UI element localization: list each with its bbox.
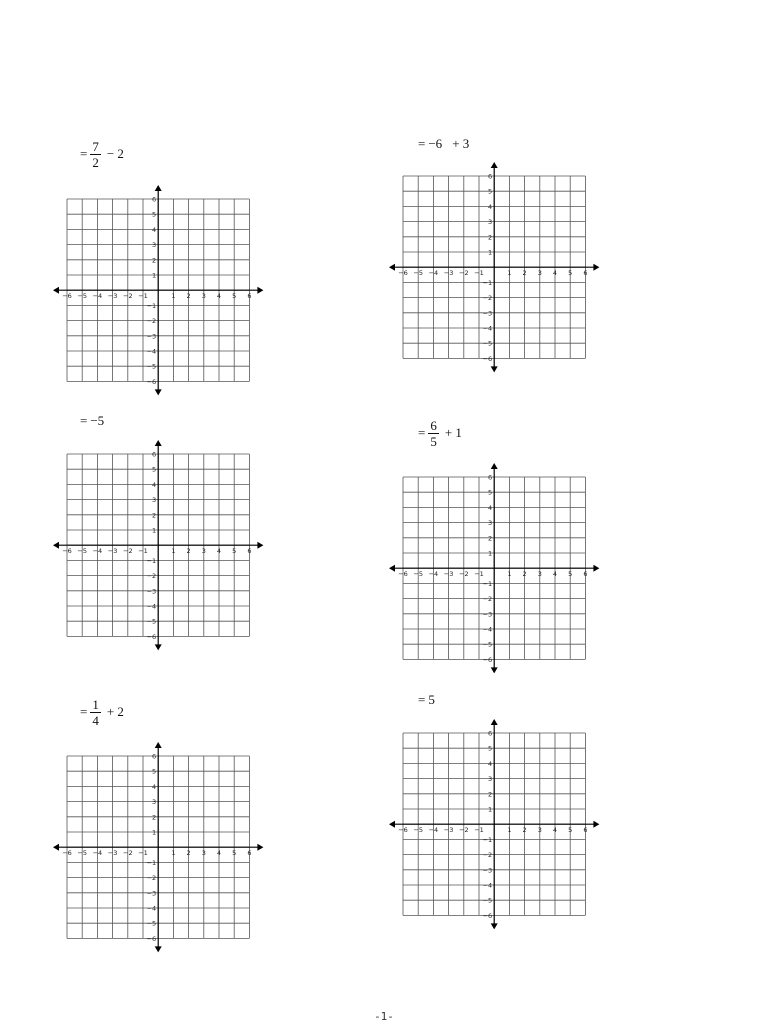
- y-tick-label: −5: [482, 896, 493, 905]
- y-tick-label: 6: [488, 473, 493, 482]
- arrow-left-icon: [53, 844, 59, 851]
- y-tick-label: 6: [152, 752, 157, 761]
- y-tick-label: −2: [146, 317, 157, 326]
- x-tick-label: −3: [107, 849, 118, 858]
- y-tick-label: 4: [152, 225, 157, 234]
- arrow-down-icon: [491, 667, 498, 673]
- y-tick-label: −1: [146, 301, 157, 310]
- x-tick-label: −4: [92, 292, 103, 301]
- arrow-right-icon: [257, 287, 263, 294]
- x-tick-label: −1: [474, 570, 484, 579]
- arrow-up-icon: [155, 440, 162, 446]
- y-tick-label: −6: [146, 632, 157, 641]
- y-tick-label: −4: [482, 625, 493, 634]
- equation-coefficient: −6: [428, 136, 443, 151]
- y-tick-label: −4: [146, 904, 157, 913]
- y-tick-label: 3: [488, 218, 493, 227]
- y-tick-label: 1: [152, 271, 157, 280]
- equation-5: [80, 692, 124, 732]
- x-tick-label: 6: [583, 269, 588, 278]
- y-tick-label: −6: [146, 934, 157, 943]
- x-tick-label: −2: [123, 547, 133, 556]
- y-tick-label: 3: [488, 519, 493, 528]
- page-number: -1-: [374, 1010, 394, 1023]
- x-tick-label: 3: [201, 292, 206, 301]
- x-tick-label: −3: [107, 547, 118, 556]
- x-tick-label: 3: [537, 570, 542, 579]
- fraction: [428, 418, 439, 449]
- y-tick-label: −1: [482, 835, 493, 844]
- x-tick-label: −1: [138, 547, 148, 556]
- x-tick-label: −5: [77, 547, 87, 556]
- fraction-numerator: 7: [92, 138, 99, 154]
- x-tick-label: 6: [247, 292, 252, 301]
- arrow-right-icon: [593, 264, 599, 271]
- x-tick-label: −5: [413, 269, 423, 278]
- x-tick-label: −6: [398, 269, 408, 278]
- arrow-up-icon: [155, 185, 162, 191]
- y-tick-label: 4: [488, 503, 493, 512]
- equation-2: [418, 124, 469, 164]
- x-tick-label: −1: [138, 849, 148, 858]
- arrow-left-icon: [389, 264, 395, 271]
- y-tick-label: 1: [488, 805, 493, 814]
- y-tick-label: 2: [488, 790, 493, 799]
- equals-sign: =: [80, 413, 88, 428]
- x-tick-label: −1: [474, 826, 484, 835]
- x-tick-label: 4: [552, 570, 558, 579]
- y-tick-label: −4: [482, 324, 493, 333]
- y-tick-label: 1: [488, 248, 493, 257]
- y-tick-label: −3: [146, 587, 157, 596]
- fraction-denominator: 5: [430, 433, 437, 449]
- x-tick-label: 5: [568, 570, 573, 579]
- y-tick-label: 4: [488, 202, 493, 211]
- x-tick-label: 1: [507, 570, 512, 579]
- y-tick-label: 1: [152, 526, 157, 535]
- x-tick-label: 2: [186, 292, 191, 301]
- y-tick-label: −6: [482, 354, 493, 363]
- x-tick-label: 5: [232, 292, 237, 301]
- fraction-denominator: 2: [92, 154, 99, 170]
- coordinate-grid-2[interactable]: [388, 162, 600, 377]
- y-tick-label: −6: [482, 655, 493, 664]
- y-tick-label: −2: [482, 595, 493, 604]
- x-tick-label: −4: [428, 269, 439, 278]
- y-tick-label: −4: [146, 347, 157, 356]
- x-tick-label: 2: [522, 269, 527, 278]
- equation-constant: + 3: [452, 136, 470, 151]
- x-tick-label: 2: [186, 849, 191, 858]
- y-tick-label: 1: [152, 828, 157, 837]
- y-tick-label: 2: [488, 233, 493, 242]
- y-tick-label: −5: [482, 640, 493, 649]
- equation-1: [80, 134, 124, 174]
- fraction: [90, 697, 101, 728]
- y-tick-label: −3: [146, 889, 157, 898]
- y-tick-label: −6: [146, 377, 157, 386]
- fraction-numerator: 1: [92, 696, 99, 712]
- equation-constant: − 2: [106, 146, 124, 161]
- x-tick-label: −6: [398, 826, 408, 835]
- y-tick-label: 5: [488, 187, 493, 196]
- fraction-denominator: 4: [92, 712, 99, 728]
- x-tick-label: −5: [77, 292, 87, 301]
- x-tick-label: 6: [583, 570, 588, 579]
- x-tick-label: −4: [92, 849, 103, 858]
- arrow-up-icon: [155, 742, 162, 748]
- y-tick-label: −3: [482, 866, 493, 875]
- y-tick-label: −2: [146, 874, 157, 883]
- arrow-down-icon: [155, 389, 162, 395]
- x-tick-label: 4: [216, 292, 222, 301]
- equals-sign: =: [418, 136, 426, 151]
- x-tick-label: −4: [92, 547, 103, 556]
- arrow-down-icon: [491, 923, 498, 929]
- y-tick-label: −1: [482, 579, 493, 588]
- fraction: [90, 139, 101, 170]
- y-tick-label: 6: [152, 195, 157, 204]
- y-tick-label: 4: [152, 782, 157, 791]
- y-tick-label: 5: [488, 744, 493, 753]
- arrow-down-icon: [491, 366, 498, 372]
- x-tick-label: 1: [171, 547, 176, 556]
- arrow-up-icon: [491, 719, 498, 725]
- equation-constant: + 1: [444, 425, 462, 440]
- equation-value: 5: [428, 692, 435, 707]
- x-tick-label: 2: [522, 570, 527, 579]
- y-tick-label: 5: [152, 767, 157, 776]
- x-tick-label: 4: [552, 269, 558, 278]
- arrow-left-icon: [389, 565, 395, 572]
- x-tick-label: −2: [459, 570, 469, 579]
- x-tick-label: 6: [583, 826, 588, 835]
- y-tick-label: 3: [152, 798, 157, 807]
- coordinate-grid-3[interactable]: [52, 440, 264, 655]
- y-tick-label: −3: [482, 610, 493, 619]
- x-tick-label: 5: [568, 269, 573, 278]
- y-tick-label: −4: [146, 602, 157, 611]
- x-tick-label: −6: [398, 570, 408, 579]
- y-tick-label: −5: [146, 362, 157, 371]
- coordinate-grid-4[interactable]: [388, 463, 600, 678]
- y-tick-label: 6: [488, 172, 493, 181]
- y-tick-label: −4: [482, 881, 493, 890]
- x-tick-label: 3: [201, 849, 206, 858]
- x-tick-label: −6: [62, 292, 72, 301]
- arrow-down-icon: [155, 644, 162, 650]
- equation-6: [418, 680, 435, 720]
- arrow-right-icon: [593, 565, 599, 572]
- equals-sign: =: [80, 146, 88, 161]
- arrow-left-icon: [53, 542, 59, 549]
- arrow-down-icon: [155, 946, 162, 952]
- y-tick-label: 4: [488, 759, 493, 768]
- x-tick-label: −3: [443, 826, 454, 835]
- y-tick-label: 5: [488, 488, 493, 497]
- y-tick-label: −1: [482, 278, 493, 287]
- x-tick-label: 1: [171, 849, 176, 858]
- y-tick-label: 3: [152, 241, 157, 250]
- x-tick-label: −6: [62, 547, 72, 556]
- x-tick-label: −1: [474, 269, 484, 278]
- arrow-up-icon: [491, 463, 498, 469]
- x-tick-label: −3: [443, 269, 454, 278]
- y-tick-label: 4: [152, 480, 157, 489]
- equation-value: −5: [90, 413, 105, 428]
- x-tick-label: 4: [216, 849, 222, 858]
- y-tick-label: −5: [146, 919, 157, 928]
- y-tick-label: −3: [482, 309, 493, 318]
- x-tick-label: 5: [232, 849, 237, 858]
- x-tick-label: −5: [413, 826, 423, 835]
- arrow-left-icon: [389, 821, 395, 828]
- arrow-left-icon: [53, 287, 59, 294]
- x-tick-label: 6: [247, 849, 252, 858]
- x-tick-label: 1: [507, 269, 512, 278]
- x-tick-label: −2: [459, 826, 469, 835]
- y-tick-label: 6: [488, 729, 493, 738]
- y-tick-label: −2: [482, 294, 493, 303]
- y-tick-label: −3: [146, 332, 157, 341]
- equation-4: [418, 413, 462, 453]
- x-tick-label: 2: [186, 547, 191, 556]
- x-tick-label: 5: [232, 547, 237, 556]
- equals-sign: =: [80, 704, 88, 719]
- x-tick-label: 4: [216, 547, 222, 556]
- x-tick-label: −6: [62, 849, 72, 858]
- arrow-up-icon: [491, 162, 498, 168]
- x-tick-label: −3: [107, 292, 118, 301]
- x-tick-label: −5: [413, 570, 423, 579]
- x-tick-label: −2: [459, 269, 469, 278]
- y-tick-label: 2: [152, 256, 157, 265]
- x-tick-label: −1: [138, 292, 148, 301]
- x-tick-label: −2: [123, 849, 133, 858]
- coordinate-grid-5[interactable]: [52, 742, 264, 957]
- x-tick-label: 1: [171, 292, 176, 301]
- arrow-right-icon: [257, 542, 263, 549]
- x-tick-label: 3: [201, 547, 206, 556]
- y-tick-label: 2: [152, 813, 157, 822]
- y-tick-label: −2: [146, 572, 157, 581]
- arrow-right-icon: [257, 844, 263, 851]
- y-tick-label: −2: [482, 851, 493, 860]
- x-tick-label: 1: [507, 826, 512, 835]
- x-tick-label: 6: [247, 547, 252, 556]
- x-tick-label: 3: [537, 826, 542, 835]
- y-tick-label: 2: [488, 534, 493, 543]
- y-tick-label: −1: [146, 858, 157, 867]
- equation-3: [80, 401, 104, 441]
- coordinate-grid-1[interactable]: [52, 185, 264, 400]
- y-tick-label: 5: [152, 210, 157, 219]
- y-tick-label: 3: [488, 775, 493, 784]
- x-tick-label: −3: [443, 570, 454, 579]
- y-tick-label: 6: [152, 450, 157, 459]
- y-tick-label: 3: [152, 496, 157, 505]
- arrow-right-icon: [593, 821, 599, 828]
- x-tick-label: 3: [537, 269, 542, 278]
- coordinate-grid-6[interactable]: [388, 719, 600, 934]
- y-tick-label: 2: [152, 511, 157, 520]
- x-tick-label: −5: [77, 849, 87, 858]
- y-tick-label: 5: [152, 465, 157, 474]
- y-tick-label: −5: [482, 339, 493, 348]
- x-tick-label: −4: [428, 826, 439, 835]
- x-tick-label: −2: [123, 292, 133, 301]
- y-tick-label: −1: [146, 556, 157, 565]
- y-tick-label: 1: [488, 549, 493, 558]
- equation-constant: + 2: [106, 704, 124, 719]
- equals-sign: =: [418, 692, 426, 707]
- x-tick-label: 5: [568, 826, 573, 835]
- y-tick-label: −5: [146, 617, 157, 626]
- x-tick-label: 4: [552, 826, 558, 835]
- equals-sign: =: [418, 425, 426, 440]
- x-tick-label: 2: [522, 826, 527, 835]
- y-tick-label: −6: [482, 911, 493, 920]
- fraction-numerator: 6: [430, 417, 437, 433]
- x-tick-label: −4: [428, 570, 439, 579]
